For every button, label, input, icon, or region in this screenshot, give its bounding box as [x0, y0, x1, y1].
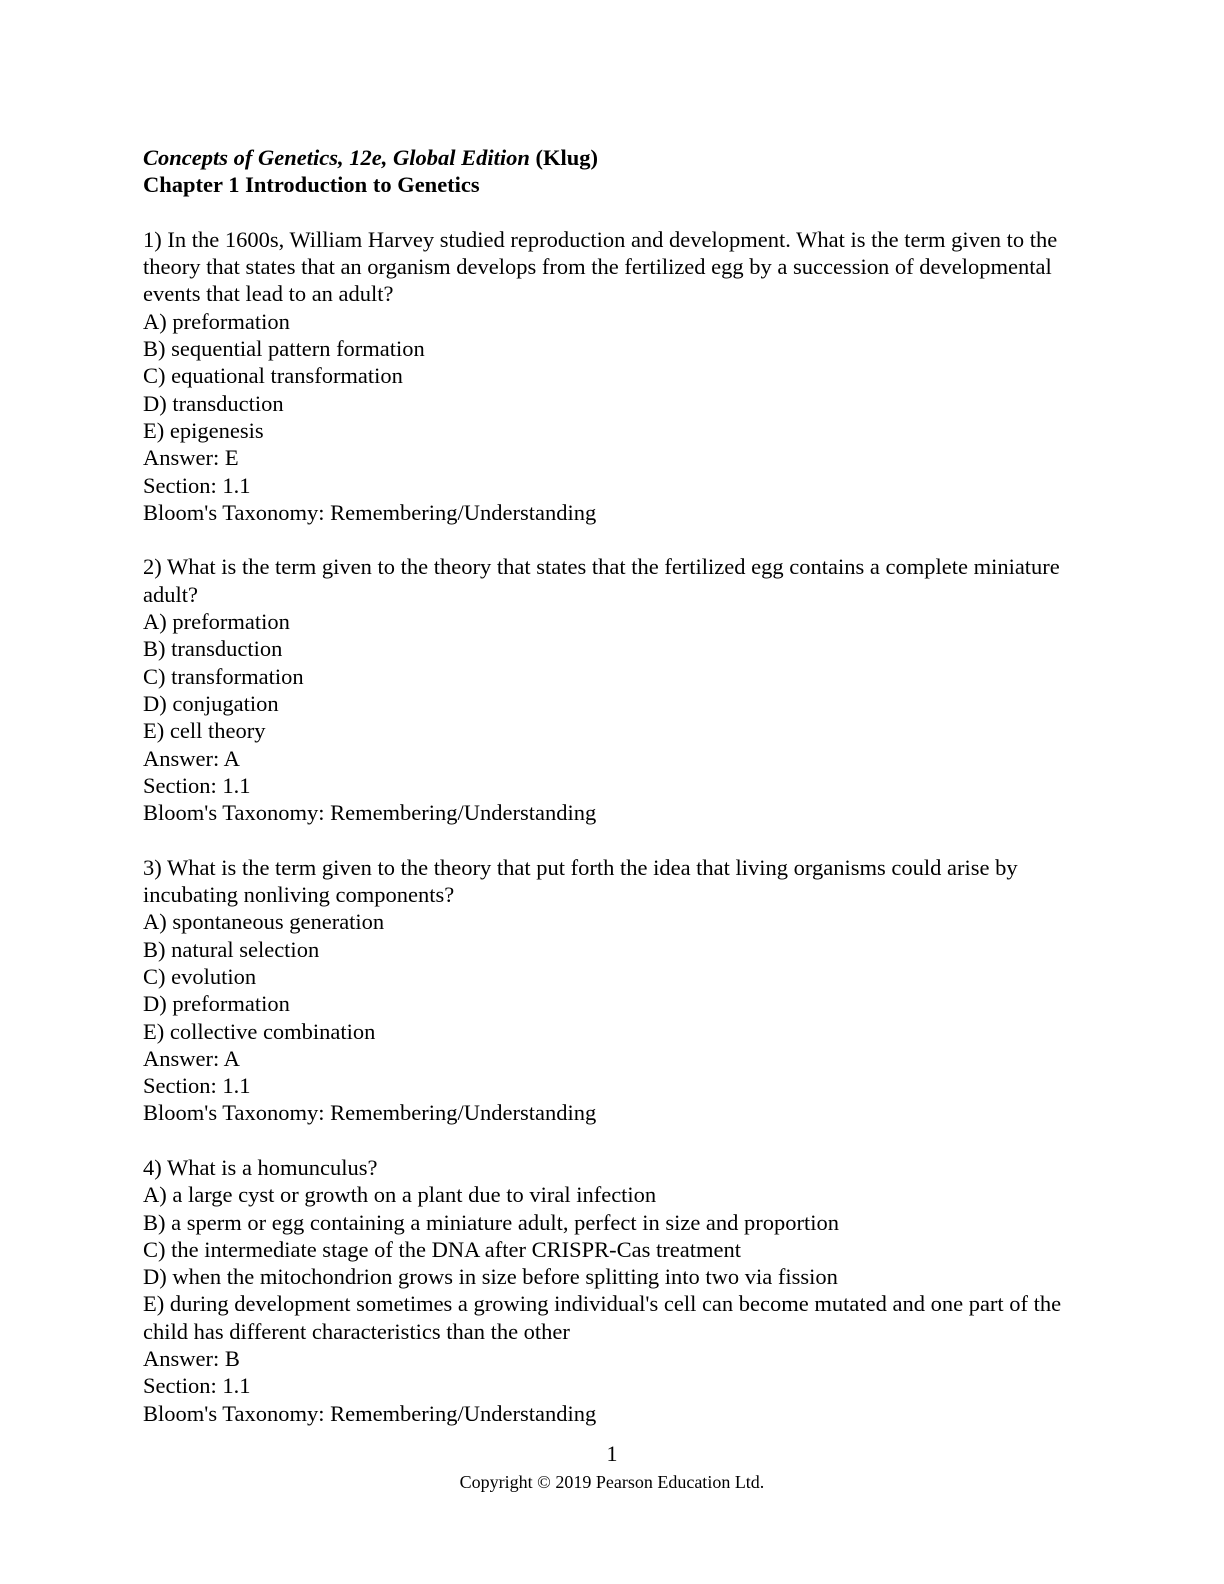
book-author: (Klug) — [529, 145, 599, 170]
book-title: Concepts of Genetics, 12e, Global Edition — [143, 145, 530, 170]
answer-option: C) evolution — [143, 963, 257, 989]
section-ref: Section: 1.1 — [143, 1073, 251, 1099]
spacer — [143, 1127, 1083, 1154]
question-stem: 4) What is a homunculus? — [143, 1154, 378, 1180]
answer-option: E) cell theory — [143, 718, 266, 744]
answer-option: B) a sperm or egg containing a miniature adult, perfect in size and proportion — [143, 1209, 840, 1235]
question-stem: 1) In the 1600s, William Harvey studied reproduction and development. What is the term given to the theory that states that an organism develops from the fertilized egg by a succession of developmental events that lead to an adult? — [143, 226, 1058, 307]
spacer — [143, 199, 1083, 226]
section-ref: Section: 1.1 — [143, 1373, 251, 1399]
answer-option: B) transduction — [143, 636, 283, 662]
answer-option: C) the intermediate stage of the DNA after CRISPR-Cas treatment — [143, 1236, 741, 1262]
spacer — [143, 826, 1083, 853]
book-title-line — [143, 144, 1083, 171]
copyright-notice: Copyright © 2019 Pearson Education Ltd. — [459, 1472, 765, 1492]
answer-key: Answer: A — [143, 745, 240, 771]
answer-option: E) epigenesis — [143, 417, 264, 443]
answer-option: A) preformation — [143, 609, 290, 635]
question-stem: 2) What is the term given to the theory that states that the fertilized egg contains a complete miniature adult? — [143, 554, 1060, 607]
question-block — [143, 226, 1083, 526]
answer-option: C) equational transformation — [143, 363, 403, 389]
answer-option: B) natural selection — [143, 936, 320, 962]
answer-key: Answer: E — [143, 445, 239, 471]
answer-option: D) preformation — [143, 991, 290, 1017]
section-ref: Section: 1.1 — [143, 772, 251, 798]
bloom-taxonomy: Bloom's Taxonomy: Remembering/Understanding — [143, 1400, 597, 1426]
answer-option: E) during development sometimes a growing individual's cell can become mutated and one part of the child has different characteristics than the other — [143, 1291, 1062, 1344]
document-page — [143, 144, 1083, 1427]
section-ref: Section: 1.1 — [143, 472, 251, 498]
answer-option: A) preformation — [143, 308, 290, 334]
question-block — [143, 553, 1083, 826]
page-number: 1 — [606, 1441, 618, 1466]
spacer — [143, 526, 1083, 553]
bloom-taxonomy: Bloom's Taxonomy: Remembering/Understanding — [143, 1100, 597, 1126]
question-block — [143, 854, 1083, 1127]
question-block — [143, 1154, 1083, 1427]
answer-option: D) transduction — [143, 390, 284, 416]
answer-option: E) collective combination — [143, 1018, 376, 1044]
answer-option: B) sequential pattern formation — [143, 336, 425, 362]
answer-option: C) transformation — [143, 663, 304, 689]
bloom-taxonomy: Bloom's Taxonomy: Remembering/Understanding — [143, 499, 597, 525]
answer-option: A) a large cyst or growth on a plant due to viral infection — [143, 1182, 657, 1208]
answer-option: D) conjugation — [143, 690, 279, 716]
chapter-title: Chapter 1 Introduction to Genetics — [143, 172, 480, 198]
bloom-taxonomy: Bloom's Taxonomy: Remembering/Understanding — [143, 800, 597, 826]
question-stem: 3) What is the term given to the theory that put forth the idea that living organisms could arise by incubating nonliving components? — [143, 854, 1018, 908]
answer-key: Answer: A — [143, 1045, 240, 1071]
answer-option: A) spontaneous generation — [143, 909, 385, 935]
answer-key: Answer: B — [143, 1346, 240, 1372]
answer-option: D) when the mitochondrion grows in size before splitting into two via fission — [143, 1264, 838, 1290]
